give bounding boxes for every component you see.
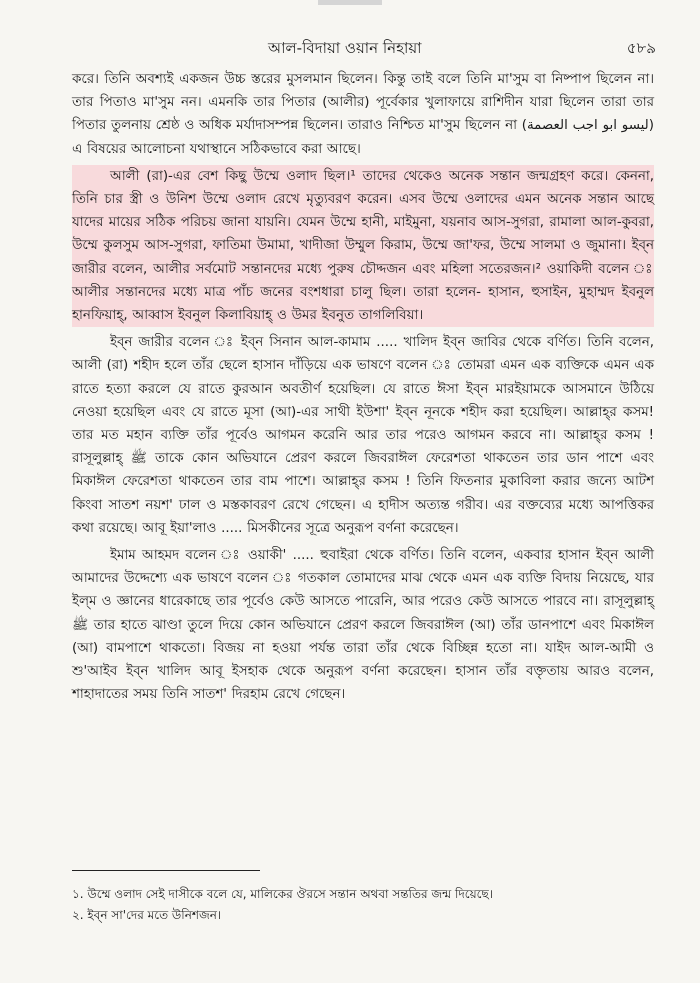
page-number: ৫৮৯ [626,39,656,57]
paragraph-1: করে। তিনি অবশ্যই একজন উচ্চ স্তরের মুসলমান ছিলেন। কিন্তু তাই বলে তিনি মা'সুম বা নিষ্পাপ ছিলেন না। তার পিতাও মা'সুম নন। এমনকি তার পিতার (আলীর) পূর্বেকার খুলাফায়ে রাশিদীন যারা ছিলেন তারা তার পিতার তুলনায় শ্রেষ্ঠ ও অধিক মর্যাদাসম্পন্ন ছিলেন। তারাও নিশ্চিত মা'সুম ছিলেন না (ليسو ابو اجب العصمة) এ বিষয়ের আলোচনা যথাস্থানে সঠিকভাবে করা আছে। [72,72,654,157]
running-title: আল-বিদায়া ওয়ান নিহায়া [268,39,422,57]
page-header [72,37,660,59]
scroll-indicator [318,0,382,5]
page-body [72,68,654,710]
footnote-1: ১. উম্মে ওলাদ সেই দাসীকে বলে যে, মালিকের ঔরসে সন্তান অথবা সন্ততির জন্ম দিয়েছে। [72,887,494,901]
footnotes [72,884,662,926]
paragraph-4: ইমাম আহমদ বলেন ঃ ওয়াকী' ..... হুবাইরা থেকে বর্ণিত। তিনি বলেন, একবার হাসান ইব্‌ন আলী আমাদের উদ্দেশ্যে এক ভাষণে বলেন ঃ গতকাল তোমাদের মাঝ থেকে এমন এক ব্যক্তি বিদায় নিয়েছে, যার ইল্‌ম ও জ্ঞানের ধারেকাছে তার পূর্বেও কেউ আসতে পারেনি, আর পরেও কেউ আসতে পারবে না। রাসূলুল্লাহ্ ﷺ তার হাতে ঝাণ্ডা তুলে দিয়ে কোন অভিযানে প্রেরণ করলে জিবরাঈল (আ) তাঁর ডানপাশে এবং মিকাঈল (আ) বামপাশে থাকতো। বিজয় না হওয়া পর্যন্ত তারা তাঁর থেকে বিচ্ছিন্ন হতো না। যাইদ আল-আমী ও শু'আইব ইব্‌ন খালিদ আবূ ইসহাক থেকে অনুরূপ বর্ণনা করেছেন। হাসান তাঁর বক্তৃতায় আরও বলেন, শাহাদাতের সময় তিনি সাতশ' দিরহাম রেখে গেছেন। [72,548,654,703]
paragraph-2-highlighted: আলী (রা)-এর বেশ কিছু উম্মে ওলাদ ছিল।¹ তাদের থেকেও অনেক সন্তান জন্মগ্রহণ করে। কেননা, তিনি চার স্ত্রী ও উনিশ উম্মে ওলাদ রেখে মৃত্যুবরণ করেন। এসব উম্মে ওলাদের এমন অনেক সন্তান আছে যাদের মায়ের সঠিক পরিচয় জানা যায়নি। যেমন উম্মে হানী, মাইমুনা, যয়নাব আস-সুগরা, রামালা আল-কুবরা, উম্মে কুলসুম আস-সুগরা, ফাতিমা উমামা, খাদীজা উম্মুল কিরাম, উম্মে জা'ফর, উম্মে সালমা ও জুমানা। ইব্‌ন জারীর বলেন, আলীর সর্বমোট সন্তানদের মধ্যে পুরুষ চৌদ্দজন এবং মহিলা সতেরজন।² ওয়াকিদী বলেন ঃ আলীর সন্তানদের মধ্যে মাত্র পাঁচ জনের বংশধারা চালু ছিল। তারা হলেন- হাসান, হুসাইন, মুহাম্মদ ইবনুল হানফিয়াহ্, আব্বাস ইবনুল কিলাবিয়াহ্ ও উমর ইবনুত তাগলিবিয়া। [72,165,654,327]
footnote-divider [72,870,260,871]
footnote-2: ২. ইব্‌ন সা'দের মতে উনিশজন। [72,908,222,922]
paragraph-3: ইব্‌ন জারীর বলেন ঃ ইব্‌ন সিনান আল-কামাম ..... খালিদ ইব্‌ন জাবির থেকে বর্ণিত। তিনি বলেন, আলী (রা) শহীদ হলে তাঁর ছেলে হাসান দাঁড়িয়ে এক ভাষণে বলেন ঃ তোমরা এমন এক ব্যক্তিকে এমন এক রাতে হত্যা করলে যে রাতে কুরআন অবতীর্ণ হয়েছিল। যে রাতে ঈসা ইব্‌ন মারইয়ামকে আসমানে উঠিয়ে নেওয়া হয়েছিল এবং যে রাতে মূসা (আ)-এর সাথী ইউশা' ইব্‌ন নূনকে শহীদ করা হয়েছিল। আল্লাহ্‌র কসম! তার মত মহান ব্যক্তি তাঁর পূর্বেও আগমন করেনি আর তার পরেও আগমন করবে না। আল্লাহ্‌র কসম ! রাসূলুল্লাহ্ ﷺ তাকে কোন অভিযানে প্রেরণ করলে জিবরাঈল ফেরেশতা থাকতেন তার ডান পাশে এবং মিকাঈল ফেরেশতা থাকতেন তার বাম পাশে। আল্লাহ্‌র কসম ! তিনি ফিতনার মুকাবিলা করার জন্যে আটশ কিংবা সাতশ নয়শ' ঢাল ও মস্তকাবরণ রেখে গেছেন। এ হাদীস অত্যন্ত গরীব। এর বক্তব্যের মধ্যে আপত্তিকর কথা রয়েছে। আবূ ইয়া'লাও ..... মিসকীনের সূত্রে অনুরূপ বর্ণনা করেছেন। [72,335,654,536]
